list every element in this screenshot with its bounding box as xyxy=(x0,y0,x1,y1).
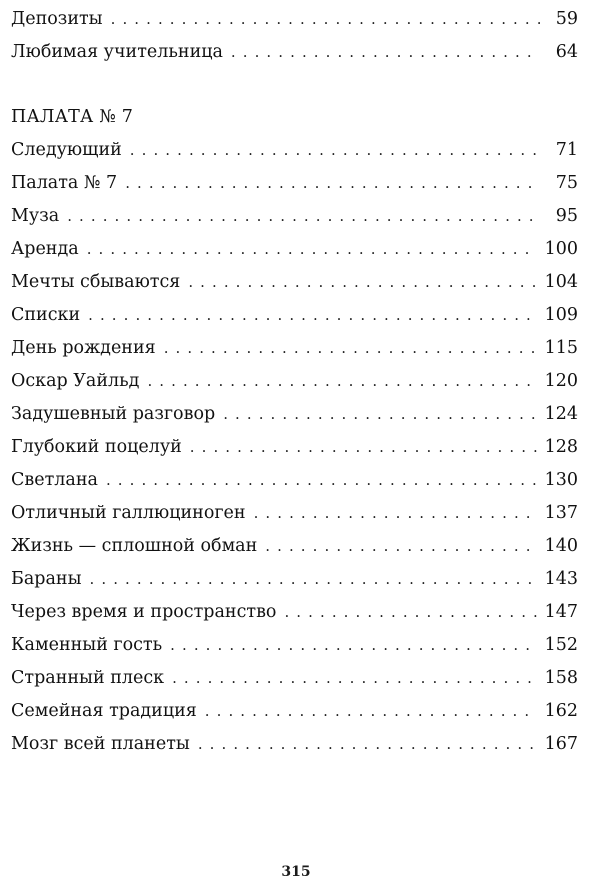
dot-leader xyxy=(198,728,537,761)
toc-entry-title: Мозг всей планеты xyxy=(11,734,190,754)
toc-entry-title: Отличный галлюциноген xyxy=(11,503,246,523)
toc-entry xyxy=(11,134,578,167)
toc-entry xyxy=(11,167,578,200)
dot-leader xyxy=(125,167,540,200)
toc-entry-page: 71 xyxy=(555,140,578,160)
toc-entry-page: 162 xyxy=(544,701,578,721)
toc-entry-title: Мечты сбываются xyxy=(11,272,181,292)
toc-entry xyxy=(11,398,578,431)
toc-entry-title: Муза xyxy=(11,206,60,226)
toc-entry xyxy=(11,299,578,332)
toc-entry-page: 152 xyxy=(544,635,578,655)
toc-entry-page: 109 xyxy=(544,305,578,325)
toc-entry xyxy=(11,728,578,761)
toc-entry-page: 95 xyxy=(555,206,578,226)
toc-entry-title: Бараны xyxy=(11,569,82,589)
toc-entry-page: 143 xyxy=(544,569,578,589)
toc-entry xyxy=(11,233,578,266)
toc-entry-title: Жизнь — сплошной обман xyxy=(11,536,258,556)
dot-leader xyxy=(188,266,536,299)
toc-entry-page: 130 xyxy=(544,470,578,490)
toc-entry-page: 75 xyxy=(555,173,578,193)
toc-entry-title: Глубокий поцелуй xyxy=(11,437,182,457)
dot-leader xyxy=(265,530,536,563)
toc-entry xyxy=(11,497,578,530)
toc-entry-title: Светлана xyxy=(11,470,98,490)
toc-entry-page: 137 xyxy=(544,503,578,523)
toc-entry xyxy=(11,365,578,398)
toc-entry-page: 104 xyxy=(544,272,578,292)
toc-entry-title: Палата № 7 xyxy=(11,173,118,193)
toc-entry xyxy=(11,3,578,36)
toc-ward-section xyxy=(11,100,578,761)
toc-entry xyxy=(11,332,578,365)
toc-entry xyxy=(11,266,578,299)
dot-leader xyxy=(87,233,537,266)
toc-entry xyxy=(11,563,578,596)
toc-entry-page: 167 xyxy=(544,734,578,754)
dot-leader xyxy=(254,497,537,530)
dot-leader xyxy=(67,200,540,233)
toc-entry-title: Задушевный разговор xyxy=(11,404,216,424)
page-number-footer: 315 xyxy=(281,864,311,880)
toc-entry-title: Депозиты xyxy=(11,9,103,29)
dot-leader xyxy=(106,464,537,497)
toc-entry xyxy=(11,629,578,662)
toc-entry-title: Через время и пространство xyxy=(11,602,277,622)
dot-leader xyxy=(111,3,540,36)
dot-leader xyxy=(147,365,536,398)
toc-entry-title: Оскар Уайльд xyxy=(11,371,140,391)
toc-entry-page: 64 xyxy=(555,42,578,62)
dot-leader xyxy=(190,431,537,464)
toc-entry-page: 147 xyxy=(544,602,578,622)
toc-entry xyxy=(11,431,578,464)
toc-entry-title: Следующий xyxy=(11,140,122,160)
toc-entry xyxy=(11,596,578,629)
toc-entry-title: День рождения xyxy=(11,338,156,358)
toc-entry-title: Списки xyxy=(11,305,81,325)
toc-entry xyxy=(11,464,578,497)
dot-leader xyxy=(231,36,540,69)
dot-leader xyxy=(172,662,537,695)
toc-entry xyxy=(11,530,578,563)
toc-entry xyxy=(11,200,578,233)
dot-leader xyxy=(284,596,536,629)
toc-entry-title: Аренда xyxy=(11,239,79,259)
toc-entry-page: 59 xyxy=(555,9,578,29)
toc-entry-page: 140 xyxy=(544,536,578,556)
section-heading: ПАЛАТА № 7 xyxy=(11,107,134,127)
toc-entry-page: 124 xyxy=(544,404,578,424)
dot-leader xyxy=(205,695,537,728)
dot-leader xyxy=(223,398,536,431)
dot-leader xyxy=(170,629,536,662)
toc-entry-page: 158 xyxy=(544,668,578,688)
toc-entry-page: 128 xyxy=(544,437,578,457)
toc-entry-page: 120 xyxy=(544,371,578,391)
toc-top-group xyxy=(11,3,578,69)
dot-leader xyxy=(88,299,536,332)
toc-entry-title: Любимая учительница xyxy=(11,42,223,62)
toc-entry xyxy=(11,695,578,728)
dot-leader xyxy=(130,134,540,167)
toc-entry-title: Каменный гость xyxy=(11,635,163,655)
toc-entry-page: 115 xyxy=(544,338,578,358)
toc-entry-page: 100 xyxy=(544,239,578,259)
toc-entry xyxy=(11,662,578,695)
dot-leader xyxy=(164,332,537,365)
dot-leader xyxy=(90,563,537,596)
toc-entry xyxy=(11,36,578,69)
toc-entry-title: Странный плеск xyxy=(11,668,165,688)
toc-entry-title: Семейная традиция xyxy=(11,701,197,721)
